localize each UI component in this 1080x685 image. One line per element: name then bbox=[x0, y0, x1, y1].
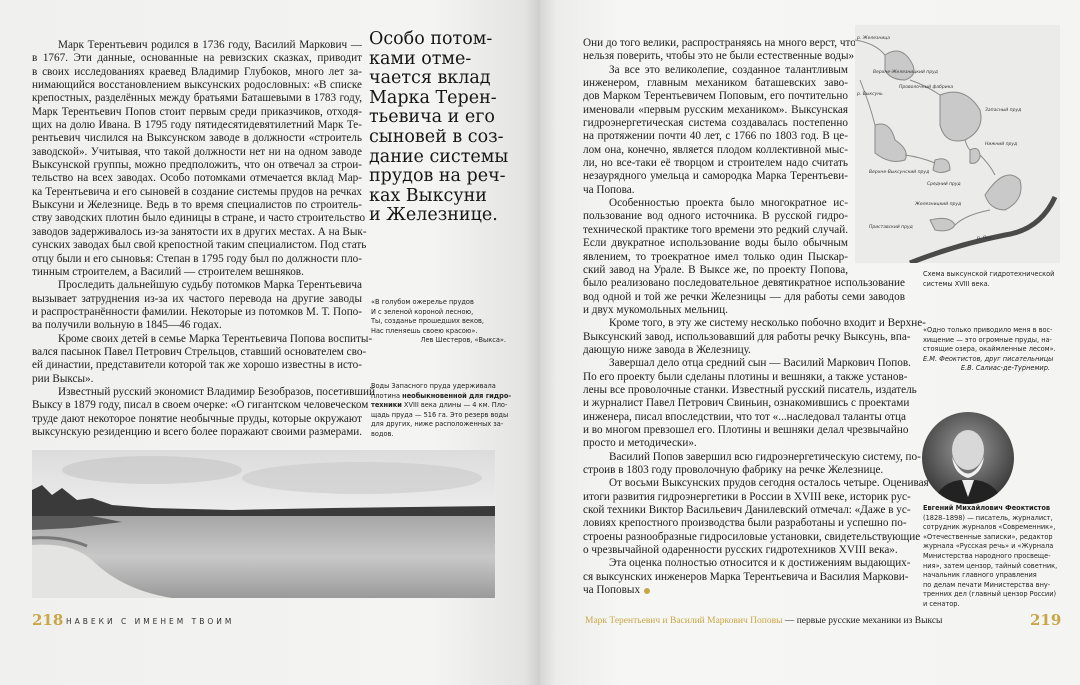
pull-quote bbox=[369, 30, 509, 226]
text-line: ча Поповых bbox=[583, 584, 641, 597]
page-number-left: 218 bbox=[32, 611, 64, 629]
text-line: ловиях крепостного производства были разработаны и успешно по- bbox=[583, 517, 907, 530]
map-label: Верхне-Железницкий пруд bbox=[873, 70, 938, 75]
text-line: Особенностью проекта было многократное ис- bbox=[609, 197, 848, 210]
text-line: По его проекту были сделаны плотины и вешняки, а также установ- bbox=[583, 370, 908, 383]
text-line: выксунскую резиденцию и всего более поражают своими размерами. bbox=[32, 425, 363, 438]
pull-quote-line: ках Выксуни bbox=[369, 185, 487, 206]
text-line: на протяжении почти 40 лет, с 1766 по 1803 год. В це- bbox=[583, 130, 848, 143]
caption-text: плотина bbox=[371, 391, 403, 400]
map-label: Средний пруд bbox=[927, 182, 961, 187]
text-line: и двух мукомольных мельниц. bbox=[583, 303, 728, 316]
quote-author: Е.М. Феоктистов, друг писательницы bbox=[923, 354, 1054, 363]
text-line: заводов задерживалось из-за занятости их в других местах. А на Вык- bbox=[32, 225, 367, 238]
caption-line: Воды Запасного пруда удерживала bbox=[371, 382, 496, 390]
lake-photo bbox=[32, 450, 495, 598]
page-number-right: 219 bbox=[1030, 611, 1062, 629]
text-line: ской техники Виктор Васильевич Данилевский отмечал: «Даже в ус- bbox=[583, 504, 911, 517]
text-line: За все это великолепие, созданное талантливым bbox=[609, 63, 848, 76]
bio-line: ния», затем цензор, тайный советник, bbox=[923, 561, 1058, 570]
running-head-right bbox=[585, 616, 942, 626]
pull-quote-line: ками отме- bbox=[369, 48, 472, 69]
bio-name: Евгений Михайлович Феоктистов bbox=[923, 504, 1051, 512]
left-body-text bbox=[32, 39, 375, 439]
bio-line: журнала «Русская речь» и «Журнала bbox=[923, 542, 1054, 551]
text-line: нимающийся восстановлением выксунских родословных: «В списке bbox=[32, 79, 362, 92]
map-label: Приставский пруд bbox=[869, 225, 913, 230]
quote-line: «Одно только приводило меня в вос- bbox=[923, 326, 1053, 334]
text-line: тинным строителем, а Василий — строителем вешняков. bbox=[32, 265, 304, 278]
text-line: Они до того велики, распространяясь на много верст, что bbox=[583, 37, 856, 49]
text-line: рентьевич числился на Выксунском заводе в должности «строитель bbox=[32, 132, 362, 145]
caption-text: XVIII века длины — 4 км. Пло- bbox=[401, 401, 508, 410]
text-line: рии Выксы». bbox=[32, 372, 94, 385]
pull-quote-line: чается вклад bbox=[369, 68, 491, 89]
text-line: крепостных, разделённых между братьями Баташевыми в 1783 году, bbox=[32, 92, 362, 105]
text-line: итоги развития гидроэнергетики в России в XVIII веке, историк рус- bbox=[583, 490, 911, 503]
text-line: ству заводских плотин было единицы в стране, и часто строительство bbox=[32, 212, 366, 225]
map-label: р. Выксунь bbox=[857, 92, 883, 97]
text-line: строены разнообразные гидросиловые установки, свидетельствующие bbox=[583, 530, 921, 543]
text-line: заводской». Учитывая, что такой должности нет ни на одном заводе bbox=[32, 145, 362, 158]
text-line: отцу были и его сыновья: Степан в 1795 году был по должности пло- bbox=[32, 252, 362, 265]
map-label: Нижний пруд bbox=[985, 142, 1018, 147]
text-line: Василий Попов завершил всю гидроэнергетическую систему, по- bbox=[609, 450, 921, 463]
portrait-bio bbox=[923, 504, 1058, 610]
map-label: р. Железница bbox=[857, 36, 891, 41]
pull-quote-line: тьевича и его bbox=[369, 107, 495, 128]
pull-quote-line: дание системы bbox=[369, 146, 509, 167]
map-label: Железницкий пруд bbox=[915, 202, 962, 207]
text-line: гидроэнергетическая система создавалась постепенно bbox=[583, 117, 848, 130]
text-line: тельство на всех заводах. Особо потомками отмечается вклад Мар- bbox=[32, 172, 362, 185]
text-line: лом она, конечно, является плодом коллективной мыс- bbox=[583, 143, 848, 156]
caption-bold: необыкновенной для гидро- bbox=[402, 391, 512, 400]
text-line: в 1767. Эти данные, основанные на ревизских сказках, приводит bbox=[32, 52, 362, 65]
text-line: Если двукратное использование воды было обычным bbox=[583, 237, 848, 250]
text-line: строив в 1803 году проволочную фабрику на речке Железнице. bbox=[583, 464, 884, 476]
text-line: вод одной и той же речки Железницы — для работы семи заводов bbox=[583, 290, 905, 303]
text-line-final bbox=[583, 584, 848, 597]
poem-author: Лев Шестеров, «Выкса». bbox=[420, 336, 506, 345]
map-caption-line: Схема выксунской гидротехнической bbox=[923, 270, 1055, 278]
text-line: Выксунской группы, можно предположить, что он отвечал за строи- bbox=[32, 159, 362, 172]
text-line: дов Марком Терентьевичем Поповым, его почтительно bbox=[583, 90, 848, 103]
text-line: нельзя поверить, чтобы это не были естественные воды». bbox=[583, 50, 857, 63]
feoktistov-portrait bbox=[922, 412, 1014, 504]
text-line: сунских заводах был свой крепостной таким специалистом. Под стать bbox=[32, 239, 367, 252]
pull-quote-line: сыновей в соз- bbox=[369, 126, 504, 147]
quote-line: хищение — это огромные пруды, на- bbox=[923, 335, 1052, 344]
text-line: Эта оценка полностью относится и к достижениям выдающих- bbox=[609, 557, 911, 570]
poem-epigraph bbox=[371, 298, 506, 346]
running-head-subtitle: — первые русские механики из Выксы bbox=[782, 616, 943, 626]
caption-line: водов. bbox=[371, 429, 394, 438]
text-line: Известный русский экономист Владимир Безобразов, посетивший bbox=[58, 385, 375, 398]
map-label: р. Ока bbox=[977, 236, 992, 241]
text-line: просто и методически». bbox=[583, 437, 697, 450]
text-line: пользование вод одного источника. В русской гидро- bbox=[583, 210, 848, 223]
caption-line bbox=[371, 391, 512, 402]
text-line: инженера, писал впоследствии, что тот «...наследовал таланты отца bbox=[583, 410, 906, 423]
bio-line: начальник главного управления bbox=[923, 571, 1037, 580]
text-line: и распространённости фамилии. Некоторые из потомков М. Т. Попо- bbox=[32, 305, 362, 318]
photo-caption bbox=[371, 382, 512, 440]
text-line: ли, но все-таки её творцом и строителем надо считать bbox=[583, 157, 848, 170]
caption-line bbox=[371, 401, 506, 411]
text-line: ва получили вольную в 1845—46 годах. bbox=[32, 319, 222, 332]
poem-line: Ты, созданье прошедших веков, bbox=[371, 317, 484, 326]
text-line: Выксу в 1879 году, писал в своем очерке: «О гигантском человеческом bbox=[32, 399, 369, 412]
bio-line: «Отечественные записки», редактор bbox=[923, 532, 1053, 541]
text-line: и журналист Павел Петрович Свиньин, ознакомившись с проектами bbox=[583, 397, 910, 410]
pull-quote-line: прудов на реч- bbox=[369, 166, 506, 187]
pull-quote-line: Особо потом- bbox=[369, 29, 493, 49]
text-line: ей династии, представители которой так же хорошо известны в исто- bbox=[32, 359, 362, 372]
map-caption bbox=[923, 270, 1054, 289]
bio-line: Министерства народного просвеще- bbox=[923, 551, 1051, 560]
bio-line: сотрудник журналов «Современник», bbox=[923, 523, 1056, 532]
text-line: лены все проволочные станки. Известный русский писатель, издатель bbox=[583, 383, 917, 396]
quote-line: стоящие озера, окаймленные лесом». bbox=[923, 345, 1056, 354]
text-line: Марк Терентьевич родился в 1736 году, Василий Маркович — bbox=[58, 39, 362, 51]
map-label: Запасный пруд bbox=[985, 108, 1022, 113]
text-line: ский завод на Урале. В Выксе же, по проекту Попова, bbox=[583, 263, 848, 276]
text-line: о чрезвычайной одаренности русских гидротехников XVIII века». bbox=[583, 544, 898, 557]
map-caption-line: системы XVIII века. bbox=[923, 279, 990, 288]
text-line: вызывает затруднения из-за их частого перевода на другие заводы bbox=[32, 292, 362, 305]
pond-system-map bbox=[855, 25, 1060, 263]
text-line: явлением, то троекратное имел только один Пыскар- bbox=[583, 250, 848, 263]
text-line: дающую ниже завода в Железницу. bbox=[583, 343, 751, 356]
text-line: ка Терентьевича и его сыновей в создание системы прудов на речках bbox=[32, 185, 362, 198]
poem-line: И с зеленой короной лесною, bbox=[371, 307, 474, 316]
text-line: Марк Терентьевич Попов стоит первым среди приказчиков, отходя- bbox=[32, 105, 362, 118]
text-line: щих на долю Ивана. В 1795 году пятидесятидевятилетний Марк Те- bbox=[32, 119, 362, 132]
text-line: именовали «первым русским механиком». Выксунская bbox=[583, 103, 848, 116]
poem-line: «В голубом ожерелье прудов bbox=[371, 298, 474, 306]
side-quote bbox=[923, 326, 1056, 374]
text-line: вался пасынок Павел Петрович Стрельцов, ставший основателем сво- bbox=[32, 345, 367, 358]
text-line: технической практике того времени это редкий случай. bbox=[583, 223, 848, 236]
map-label: Верхне-Выксунский пруд bbox=[869, 170, 930, 175]
text-line: незаурядного умельца и самородка Марка Терентьеви- bbox=[583, 170, 848, 183]
map-label: Проволочный фабрика bbox=[899, 85, 954, 90]
bio-line: тренних дел (главный цензор России) bbox=[923, 590, 1057, 599]
text-line: Выксунский завод, использовавший для работы речку Выксунь, впа- bbox=[583, 330, 911, 343]
running-head-left: НАВЕКИ С ИМЕНЕМ ТВОИМ bbox=[66, 617, 235, 626]
text-line: От восьми Выксунских прудов сегодня осталось четыре. Оценивая bbox=[609, 477, 929, 490]
quote-author: Е.В. Салиас-де-Турнемир. bbox=[960, 364, 1050, 373]
poem-line: Нас пленяешь своею красою». bbox=[371, 326, 478, 335]
text-line: ча Попова. bbox=[583, 183, 635, 196]
text-line: инженером, главным механиком баташевских заво- bbox=[583, 77, 848, 90]
end-mark-icon bbox=[644, 588, 650, 594]
text-line: Кроме своих детей в семье Марка Терентьевича Попова воспиты- bbox=[58, 332, 373, 345]
bio-line: и сенатор. bbox=[923, 599, 960, 608]
caption-line: для других, ниже расположенных за- bbox=[371, 420, 504, 429]
text-line: ся выксунских инженеров Марка Терентьевича и Василия Маркови- bbox=[583, 570, 909, 583]
caption-bold: техники bbox=[371, 401, 402, 410]
text-line: Завершал дело отца средний сын — Василий Маркович Попов. bbox=[609, 357, 911, 370]
text-line: Выксуни и Железнице. Ведь в то время специалистов по строитель- bbox=[32, 199, 362, 212]
bio-line: по делам печати Министерства вну- bbox=[923, 580, 1051, 589]
text-line: в своих исследованиях краевед Владимир Глубоков, много лет за- bbox=[32, 65, 362, 78]
text-line: труде дают некоторое понятие необычные пруды, которые окружают bbox=[32, 412, 362, 425]
text-line: Кроме того, в эту же систему несколько побочно входит и Верхне- bbox=[609, 317, 926, 330]
bio-line: (1828–1898) — писатель, журналист, bbox=[923, 513, 1053, 522]
pull-quote-line: и Железнице. bbox=[369, 205, 498, 226]
caption-line: щадь пруда — 516 га. Это резерв воды bbox=[371, 410, 509, 419]
pull-quote-line: Марка Терен- bbox=[369, 87, 497, 108]
text-line: и во многом превзошел его. Плотины и вешняки делал чрезвычайно bbox=[583, 423, 909, 436]
running-head-title: Марк Терентьевич и Василий Маркович Поповы bbox=[585, 616, 783, 626]
text-line: Проследить дальнейшую судьбу потомков Марка Терентьевича bbox=[58, 279, 362, 292]
text-line: было реализовано последовательное девятикратное использование bbox=[583, 277, 905, 290]
